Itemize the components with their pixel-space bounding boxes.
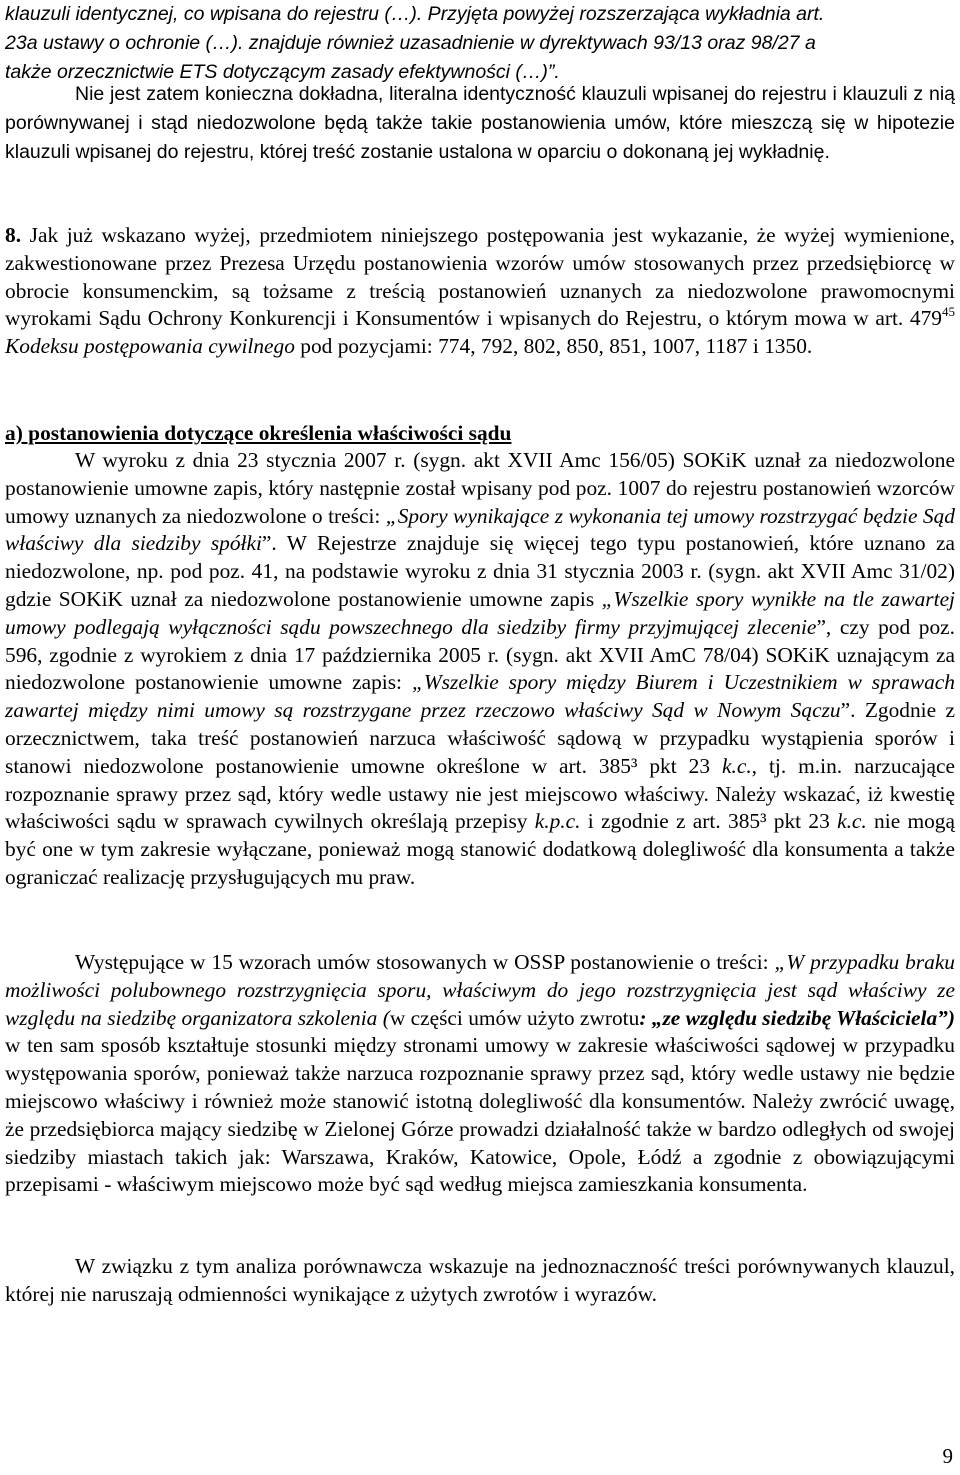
section-text: Jak już wskazano wyżej, przedmiotem niniejszego postępowania jest wykazanie, że wyżej wymienione, zakwestionowane przez Prezesa Urzędu postanowienia wzorów umów stosowanych przez przedsiębiorcę w obrocie konsumenckim, są tożsame z treścią postanowień uznanych za niedozwolone prawomocnymi wyrokami Sądu Ochrony Konkurencji i Konsumentów i wpisanych do Rejestru, o którym mowa w art. 479 [5,223,955,331]
section-number: 8. [5,223,22,247]
text-run: , tj. m.in. narzucające rozpoznanie sprawy przez sąd, który wedle ustawy nie jest miejscowo właściwy. Należy wskazać, iż kwestię właściwości sądu w sprawach cywilnych określają przepisy [5,753,955,834]
section-text: pod pozycjami: 774, 792, 802, 850, 851, 1007, 1187 i 1350. [294,334,813,359]
text-run: nie mogą być one w tym zakresie wyłączane, ponieważ mogą stanowić dodatkową dolegliwość dla konsumenta a także ograniczać realizację przysługujących mu praw. [5,809,955,889]
paragraph-section-8 [5,222,955,361]
text-run: ”. Zgodnie z orzecznictwem, taka treść postanowień narzuca właściwość sądową w przypadku wystąpienia sporów i stanowi niedozwolone postanowienie umowne określone w art. 385³ pkt 23 [5,698,955,778]
abbreviation: k.p.c. [534,809,581,834]
quoted-clause: „Spory wynikające z wykonania tej umowy rozstrzygać będzie Sąd właściwy dla siedziby spółki [5,503,956,556]
quote-line: klauzuli identycznej, co wpisana do rejestru (…). Przyjęta powyżej rozszerzająca wykładnia art. [5,3,825,25]
paragraph-conclusion: W związku z tym analiza porównawcza wskazuje na jednoznaczność treści porównywanych klauzul, której nie naruszają odmienności wynikające z użytych zwrotów i wyrazów. [5,1254,955,1306]
text-run: Występujące w 15 wzorach umów stosowanych w OSSP postanowienie o treści: [75,950,775,974]
paragraph-ossp-clause [5,949,955,1199]
abbreviation: k.c. [837,809,867,834]
text-run: ”, czy pod poz. 596, zgodnie z wyrokiem z dnia 17 października 2005 r. (sygn. akt XVII AmC 78/04) SOKiK uznającym za niedozwolone postanowienie umowne zapis: [5,614,955,695]
abbreviation: k.c. [721,753,752,778]
quoted-clause: „Wszelkie spory między Biurem i Uczestnikiem w sprawach zawartej między nimi umowy są rozstrzygane przez rzeczowo właściwy Sąd w Nowym Sączu [5,670,955,723]
quote-continuation [5,0,955,88]
text-run: i zgodnie z art. 385³ pkt 23 [580,809,838,834]
paragraph-literal-identity: Nie jest zatem konieczna dokładna, literalna identyczność klauzuli wpisanej do rejestru i klauzuli z nią porównywanej i stąd niedozwolone będą także takie postanowienia umów, które mieszczą się w hipotezie klauzuli wpisanej do rejestru, której treść zostanie ustalona w oparciu o dokonaną jej wykładnię. [5,83,955,164]
page-number: 9 [942,1444,953,1468]
heading-jurisdiction-clauses: a) postanowienia dotyczące określenia właściwości sądu [5,421,512,445]
text-run: W wyroku z dnia 23 stycznia 2007 r. (sygn. akt XVII Amc 156/05) SOKiK uznał za niedozwolone postanowienie umowne zapis, który następnie został wpisany pod poz. 1007 do rejestru postanowień wzorców umowy uznanych za niedozwolone o treści: [5,448,955,528]
quoted-clause: „Wszelkie spory wynikłe na tle zawartej umowy podlegają wyłączności sądu powszechnego dla siedziby firmy przyjmującej zlecenie [5,586,956,639]
quoted-clause: : „ze względu siedzibę Właściciela”) [639,1005,955,1030]
code-name: Kodeksu postępowania cywilnego [5,334,295,359]
text-run: w ten sam sposób kształtuje stosunki między stronami umowy w zakresie właściwości sądowej w przypadku występowania sporów, ponieważ także narzuca rozpoznanie sprawy przez sąd, który wedle ustawy nie będzie miejscowo właściwy i również może stanowić istotną dolegliwość dla konsumentów. Należy zwrócić uwagę, że przedsiębiorca mający siedzibę w Zielonej Górze prowadzi działalność także w bardzo odległych od swojej siedziby miastach takich jak: Warszawa, Kraków, Katowice, Opole, Łódź a zgodnie z obowiązującymi przepisami - właściwym miejscowo może być sąd według miejsca zamieszkania konsumenta. [5,1033,955,1197]
text-run: w części umów użyto zwrotu [389,1005,640,1030]
quote-line: także orzecznictwie ETS dotyczącym zasady efektywności (…)”. [5,61,560,84]
paragraph-court-rulings [5,447,955,892]
article-superscript: 45 [942,304,955,320]
quoted-clause: „W przypadku braku możliwości polubownego rozstrzygnięcia sporu, właściwym do jego rozstrzygnięcia jest sąd właściwy ze względu na siedzibę organizatora szkolenia ( [5,950,956,1030]
text-run: ”. W Rejestrze znajduje się więcej tego typu postanowień, które uznano za niedozwolone, np. pod poz. 41, na podstawie wyroku z dnia 31 stycznia 2003 r. (sygn. akt XVII Amc 31/02) gdzie SOKiK uznał za niedozwolone postanowienie umowne zapis [5,531,955,611]
quote-line: 23a ustawy o ochronie (…). znajduje również uzasadnienie w dyrektywach 93/13 oraz 98/27 a [5,32,816,55]
